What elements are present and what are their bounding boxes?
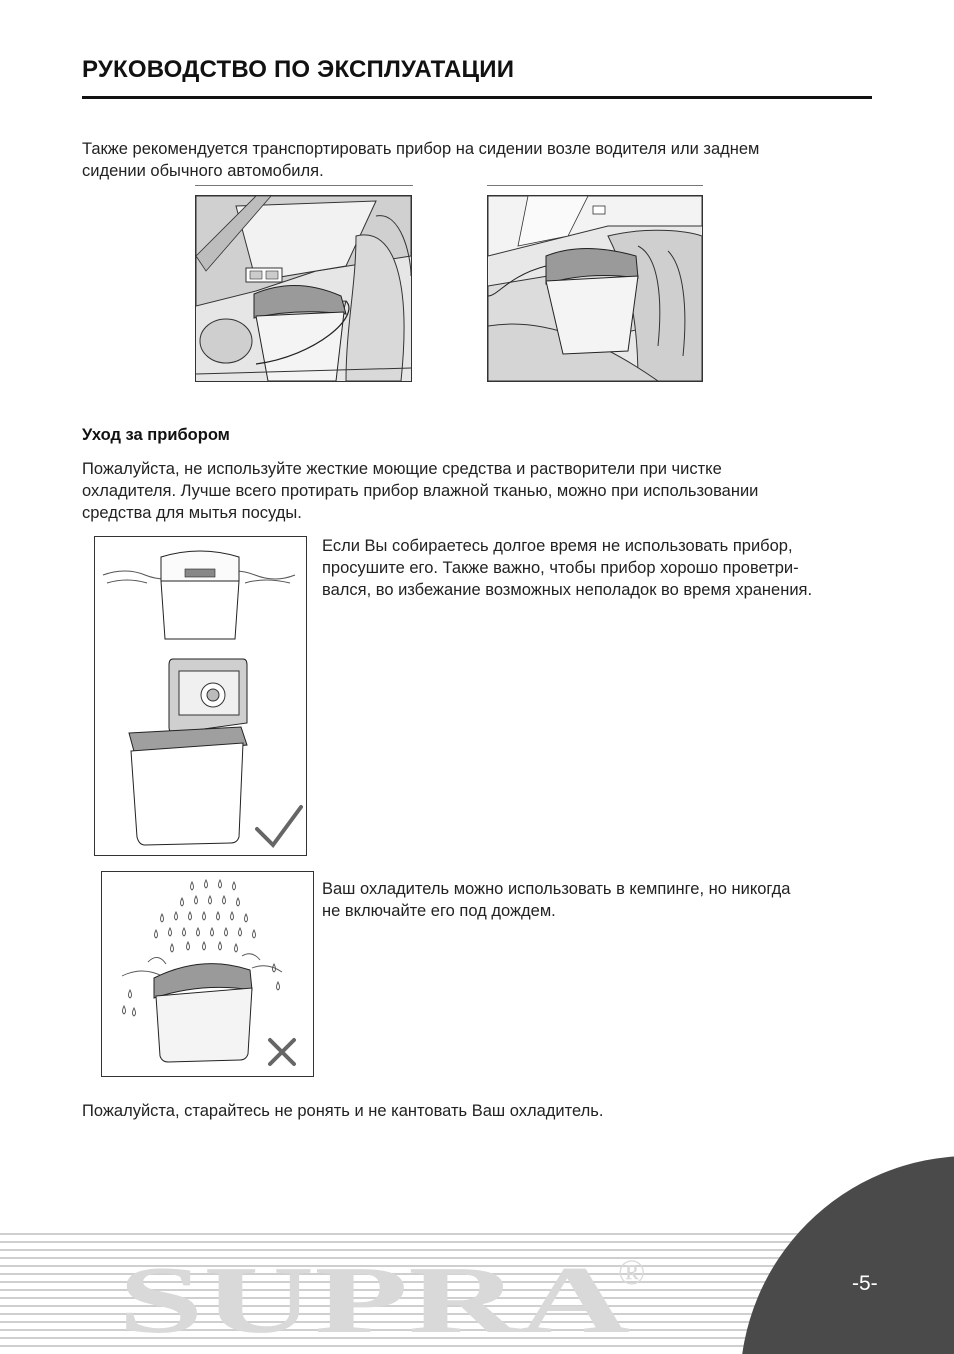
front-seat-illustration [195,195,412,382]
storage-line-3: вался, во избежание возможных неполадок во время хранения. [322,581,813,599]
header-rule [82,96,872,99]
storage-line-1: Если Вы собираетесь долгое время не использовать прибор, [322,537,793,555]
intro-paragraph [82,138,759,182]
care-line-2: охладителя. Лучше всего протирать прибор влажной тканью, можно при использовании [82,482,759,500]
figure-rule-left [195,185,413,186]
page-number: -5- [852,1272,878,1295]
supra-wordmark: SUPRA [118,1248,630,1338]
care-line-1: Пожалуйста, не используйте жесткие моющие средства и растворители при чистке [82,460,722,478]
storage-illustration [94,536,307,856]
intro-line-1: Также рекомендуется транспортировать прибор на сидении возле водителя или заднем [82,140,760,158]
storage-line-2: просушите его. Также важно, чтобы прибор хорошо проветри- [322,559,799,577]
footer-corner-circle [700,1156,954,1354]
care-heading: Уход за прибором [82,426,230,444]
care-line-3: средства для мытья посуды. [82,504,302,522]
care-paragraph [82,458,758,524]
storage-paragraph [322,535,812,601]
page-title: РУКОВОДСТВО ПО ЭКСПЛУАТАЦИИ [82,56,515,83]
rain-warning-illustration [101,871,314,1077]
intro-line-2: сидении обычного автомобиля. [82,162,324,180]
rain-paragraph [322,878,790,922]
rear-seat-illustration [487,195,703,382]
figure-rule-right [487,185,703,186]
registered-mark: ® [618,1252,646,1292]
rain-line-1: Ваш охладитель можно использовать в кемпинге, но никогда [322,880,791,898]
rain-line-2: не включайте его под дождем. [322,902,556,920]
drop-warning-text: Пожалуйста, старайтесь не ронять и не кантовать Ваш охладитель. [82,1102,604,1120]
supra-logo [118,1248,658,1338]
